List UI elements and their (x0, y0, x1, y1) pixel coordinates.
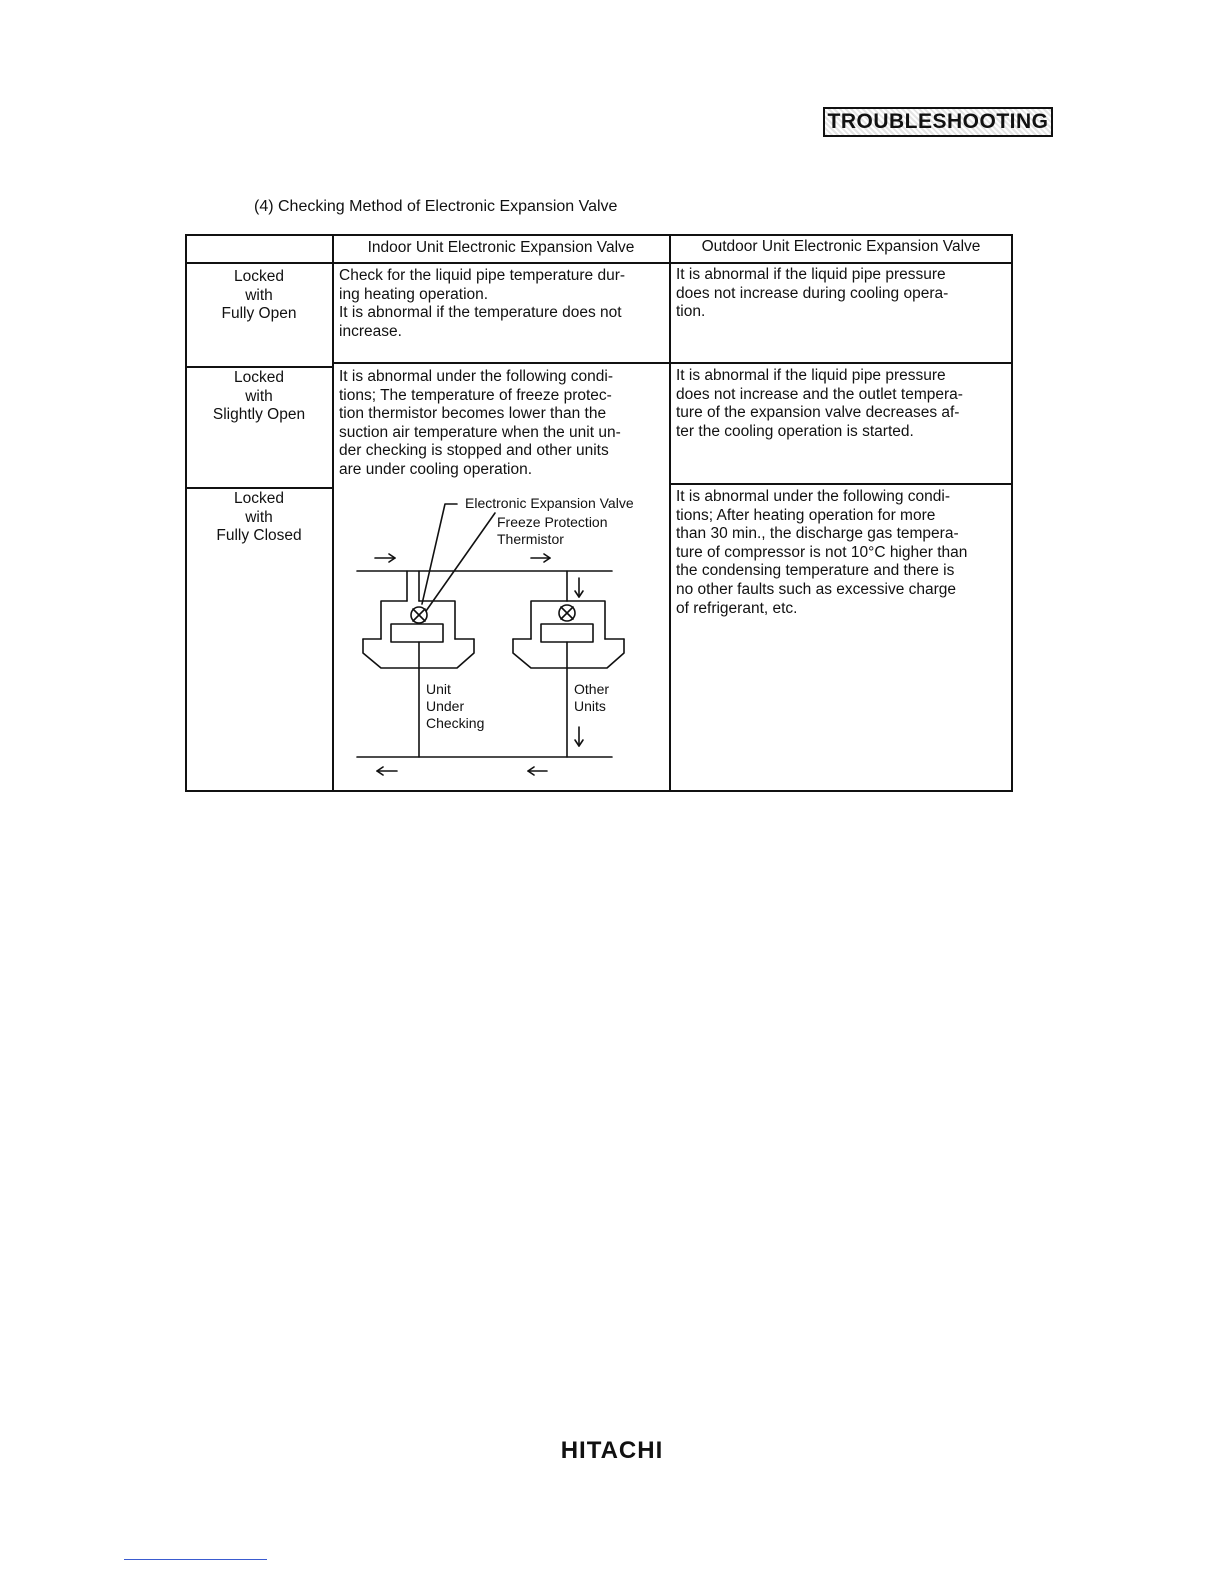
expansion-valve-icon (411, 607, 427, 623)
brand-footer: HITACHI (560, 1437, 664, 1464)
unit-label: Checking (426, 715, 485, 731)
valve-leader-line (422, 504, 457, 604)
other-units-label: Units (574, 698, 606, 714)
arrow-right-icon (531, 554, 550, 562)
unit-label: Unit (426, 681, 451, 697)
row-divider (669, 483, 1013, 485)
arrow-left-icon (528, 767, 547, 775)
thermistor-leader-line (426, 513, 495, 611)
row-divider (333, 362, 670, 364)
column-header-indoor: Indoor Unit Electronic Expansion Valve (367, 239, 635, 256)
other-units-label: Other (574, 681, 610, 697)
arrow-left-icon (377, 767, 397, 775)
row-divider (187, 366, 333, 368)
section-title: (4) Checking Method of Electronic Expansion Valve (254, 198, 618, 215)
row-label-fully-open: Locked with Fully Open (221, 268, 297, 323)
row-label-slightly-open: Locked with Slightly Open (212, 369, 306, 424)
cell-fully-open-outdoor: It is abnormal if the liquid pipe pressure does not increase during cooling opera- tion. (676, 266, 949, 321)
thermistor-label: Freeze Protection (497, 514, 608, 530)
section-badge: TROUBLESHOOTING (823, 107, 1053, 137)
cell-fully-closed-outdoor: It is abnormal under the following condi- tions; After heating operation for more than 30 min., the discharge gas tempera- ture of compressor is not 10°C higher than the condensing temperature and there is no other faults such as excessive charge of refrigerant, etc. (676, 488, 968, 617)
thermistor-label: Thermistor (497, 531, 564, 547)
cell-fully-open-indoor: Check for the liquid pipe temperature dur- ing heating operation. It is abnormal if the temperature does not increase. (339, 267, 626, 340)
expansion-valve-table (185, 234, 1013, 792)
arrow-down-icon (575, 578, 583, 597)
arrow-down-icon (575, 727, 583, 746)
unit-label: Under (426, 698, 465, 714)
cell-slightly-open-outdoor: It is abnormal if the liquid pipe pressure does not increase and the outlet tempera- ture of the expansion valve decreases af- ter the cooling operation is started. (676, 367, 963, 440)
row-label-fully-closed: Locked with Fully Closed (216, 490, 302, 545)
header-divider (187, 262, 1013, 264)
column-divider (332, 236, 334, 790)
page-rule (124, 1559, 267, 1560)
valve-label: Electronic Expansion Valve (465, 495, 634, 511)
piping-diagram (335, 486, 670, 791)
row-divider (669, 362, 1013, 364)
row-divider (187, 487, 333, 489)
column-header-outdoor: Outdoor Unit Electronic Expansion Valve (701, 238, 981, 255)
cell-slightly-open-indoor: It is abnormal under the following condi- tions; The temperature of freeze protec- tion thermistor becomes lower than the suction air temperature when the unit un- der checking is stopped and other units are under cooling operation. (339, 368, 621, 478)
arrow-right-icon (375, 554, 395, 562)
other-unit-icon (513, 571, 624, 757)
expansion-valve-icon (559, 605, 575, 621)
